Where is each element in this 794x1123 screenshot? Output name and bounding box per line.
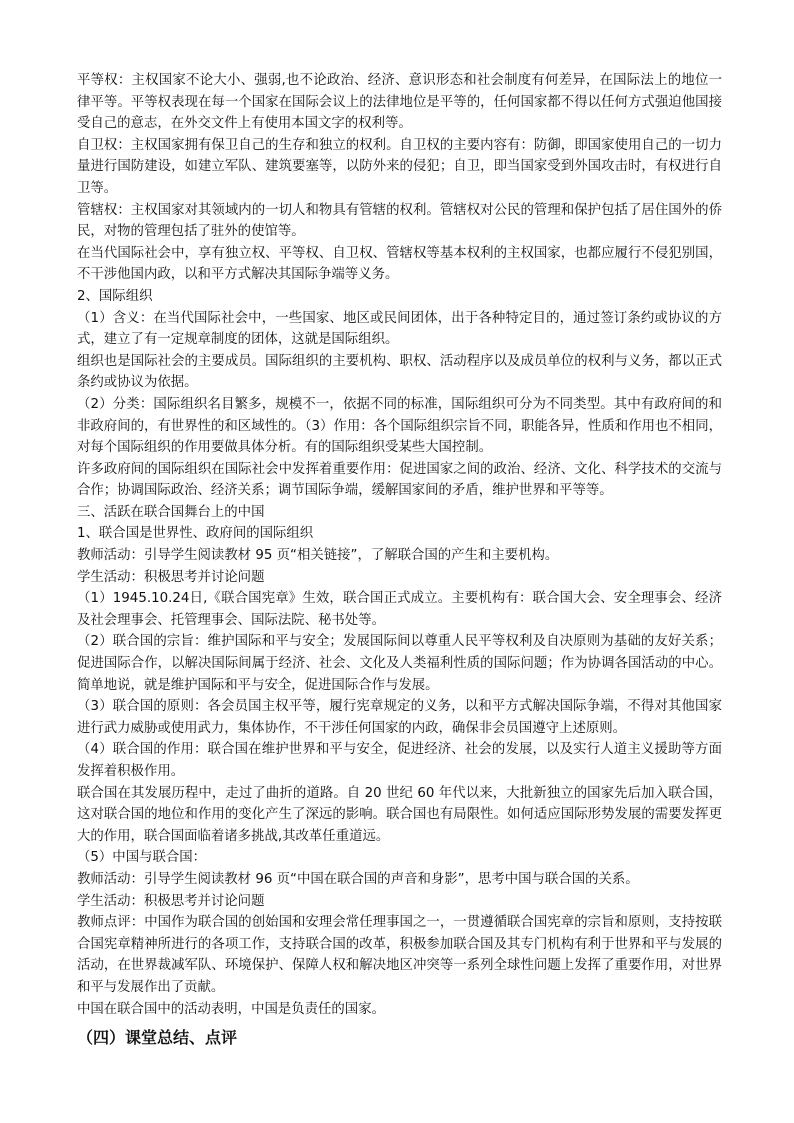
paragraph-teacher-activity-1: 教师活动：引导学生阅读教材 95 页“相关链接”，了解联合国的产生和主要机构。 <box>77 548 559 564</box>
paragraph-io-classification: （2）分类：国际组织名目繁多，规模不一，依据不同的标准，国际组织可分为不同类型。其中有政府间的和非政府间的，有世界性的和区域性的。（3）作用：各个国际组织宗旨不同，职能各异，性质和作用也不相同，对每个国际组织的作用要做具体分析。有的国际组织受某些大国控制。 <box>77 396 722 456</box>
paragraph-student-activity-2: 学生活动：积极思考并讨论问题 <box>77 893 265 909</box>
paragraph-teacher-comment: 教师点评：中国作为联合国的创始国和安理会常任理事国之一，一贯遵循联合国宪章的宗旨和原则，支持按联合国宪章精神所进行的各项工作，支持联合国的改革，积极参加联合国及其专门机构有利于世界和平与发展的活动，在世界裁减军队、环境保护、保障人权和解决地区冲突等一系列全球性问题上发挥了重要作用，对世界和平与发展作出了贡献。 <box>77 915 722 995</box>
paragraph-self-defense-right: 自卫权：主权国家拥有保卫自己的生存和独立的权利。自卫权的主要内容有：防御，即国家使用自己的一切力量进行国防建设，如建立军队、建筑要塞等，以防外来的侵犯；自卫，即当国家受到外国攻击时，有权进行自卫等。 <box>77 137 722 196</box>
paragraph-china-and-un: （5）中国与联合国： <box>77 850 207 866</box>
paragraph-un-role: （4）联合国的作用：联合国在维护世界和平与安全，促进经济、社会的发展，以及实行人道主义援助等方面发挥着积极作用。 <box>77 742 722 779</box>
paragraph-un-purposes: （2）联合国的宗旨：维护国际和平与安全；发展国际间以尊重人民平等权利及自决原则为基础的友好关系；促进国际合作，以解决国际间属于经济、社会、文化及人类福利性质的国际问题；作为协调各国活动的中心。简单地说，就是维护国际和平与安全，促进国际合作与发展。 <box>77 634 722 693</box>
paragraph-jurisdiction-right: 管辖权：主权国家对其领域内的一切人和物具有管辖的权利。管辖权对公民的管理和保护包括了居住国外的侨民，对物的管理包括了驻外的使馆等。 <box>77 202 722 240</box>
subheading-un-worldwide: 1、联合国是世界性、政府间的国际组织 <box>77 526 314 542</box>
paragraph-un-principles: （3）联合国的原则：各会员国主权平等，履行宪章规定的义务，以和平方式解决国际争端，不得对其他国家进行武力威胁或使用武力，集体协作，不干涉任何国家的内政，确保非会员国遵守上述原则。 <box>77 699 722 736</box>
paragraph-equality-right: 平等权：主权国家不论大小、强弱,也不论政治、经济、意识形态和社会制度有何差异，在国际法上的地位一律平等。平等权表现在每一个国家在国际会议上的法律地位是平等的，任何国家都不得以任何方式强迫他国接受自己的意志，在外交文件上有使用本国文字的权利等。 <box>77 73 722 132</box>
paragraph-un-founding: （1）1945.10.24日,《联合国宪章》生效，联合国正式成立。主要机构有：联合国大会、安全理事会、经济及社会理事会、托管理事会、国际法院、秘书处等。 <box>77 591 722 628</box>
paragraph-io-members: 组织也是国际社会的主要成员。国际组织的主要机构、职权、活动程序以及成员单位的权利与义务，都以正式条约或协议为依据。 <box>77 353 722 391</box>
heading-china-in-un: 三、活跃在联合国舞台上的中国 <box>77 504 265 520</box>
paragraph-un-history: 联合国在其发展历程中，走过了曲折的道路。自 20 世纪 60 年代以来，大批新独立的国家先后加入联合国，这对联合国的地位和作用的变化产生了深远的影响。联合国也有局限性。如何适应国际形势发展的需要发挥更大的作用，联合国面临着诸多挑战,其改革任重道远。 <box>77 785 722 844</box>
paragraph-teacher-activity-2: 教师活动：引导学生阅读教材 96 页“中国在联合国的声音和身影”，思考中国与联合国的关系。 <box>77 871 639 887</box>
paragraph-student-activity-1: 学生活动：积极思考并讨论问题 <box>77 569 265 585</box>
paragraph-io-definition: （1）含义：在当代国际社会中，一些国家、地区或民间团体，出于各种特定目的，通过签订条约或协议的方式，建立了有一定规章制度的团体，这就是国际组织。 <box>77 310 722 348</box>
paragraph-sovereign-obligations: 在当代国际社会中，享有独立权、平等权、自卫权、管辖权等基本权利的主权国家，也都应履行不侵犯别国，不干涉他国内政，以和平方式解决其国际争端等义务。 <box>77 245 722 283</box>
document-body <box>77 70 722 1050</box>
paragraph-io-role: 许多政府间的国际组织在国际社会中发挥着重要作用：促进国家之间的政治、经济、文化、科学技术的交流与合作；协调国际政治、经济关系；调节国际争端，缓解国家间的矛盾，维护世界和平等等。 <box>77 461 722 499</box>
subheading-international-organizations: 2、国际组织 <box>77 288 153 304</box>
section-heading-summary: （四）课堂总结、点评 <box>77 1028 238 1048</box>
paragraph-conclusion: 中国在联合国中的活动表明，中国是负责任的国家。 <box>77 1001 385 1017</box>
